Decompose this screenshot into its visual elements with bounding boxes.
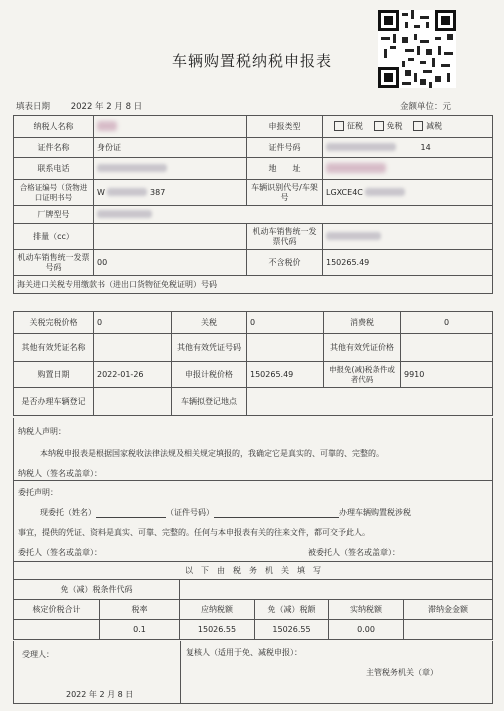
value-paid: 0.00 <box>329 620 404 640</box>
reviewer-label: 复核人（适用于免、减税申报）： <box>186 648 302 657</box>
excl-tax-label: 不含税价 <box>247 250 323 276</box>
receiver-label: 受理人： <box>22 650 54 659</box>
fill-date: 2022 年 2 月 8 日 <box>70 102 143 112</box>
purchase-date-label: 购置日期 <box>14 362 94 388</box>
cert-no-label: 证件号码 <box>247 138 323 158</box>
statement-label: 纳税人声明： <box>18 427 66 436</box>
fill-date-row <box>16 100 142 112</box>
exempt-condition-label: 免（减）税条件代码 <box>14 580 180 600</box>
header-exempt: 免（减）税额 <box>255 600 329 620</box>
other-cert-price-label: 其他有效凭证价格 <box>324 334 401 362</box>
unit-label: 金额单位：元 <box>400 102 452 112</box>
consumption-value: 0 <box>401 312 493 334</box>
cert-name-label: 证件名称 <box>14 138 94 158</box>
reg-place-label: 车辆拟登记地点 <box>172 388 247 416</box>
tax-authority-table <box>13 561 493 640</box>
model-value <box>94 206 493 224</box>
invoice-no-value: 00 <box>94 250 247 276</box>
exempt-code-label: 申报免(减)税条件或者代码 <box>324 362 401 388</box>
tax-option: 征税 <box>347 121 363 131</box>
signoff-date: 2022 年 2 月 8 日 <box>66 690 134 699</box>
header-paid: 实纳税额 <box>329 600 404 620</box>
tariff-label: 关税 <box>172 312 247 334</box>
statement-text: 本纳税申报表是根据国家税收法律法规及相关规定填报的，我确定它是真实的、可靠的、完整的。 <box>40 449 384 458</box>
reduce-option: 减税 <box>426 121 443 131</box>
tax-checkbox[interactable] <box>334 121 344 131</box>
value-late-fee <box>404 620 493 640</box>
header-total: 核定价税合计 <box>14 600 100 620</box>
other-cert-price-value <box>401 334 493 362</box>
main-info-table <box>13 115 493 294</box>
vin-label: 车辆识别代号/车架号 <box>247 180 323 206</box>
other-cert-name-label: 其他有效凭证名称 <box>14 334 94 362</box>
purchase-date-value: 2022-01-26 <box>94 362 172 388</box>
reg-place-value <box>247 388 493 416</box>
consumption-label: 消费税 <box>324 312 401 334</box>
value-total <box>14 620 100 640</box>
header-payable: 应纳税额 <box>180 600 255 620</box>
other-cert-name-value <box>94 334 172 362</box>
cert-name-value: 身份证 <box>94 138 247 158</box>
phone-label: 联系电话 <box>14 158 94 180</box>
exempt-code-value: 9910 <box>401 362 493 388</box>
qualified-no-label: 合格证编号（货物进口证明书号 <box>14 180 94 206</box>
model-label: 厂牌型号 <box>14 206 94 224</box>
entrust-declaration <box>13 481 493 562</box>
taxpayer-declaration <box>13 418 493 481</box>
customs-table <box>13 311 493 416</box>
other-cert-no-value <box>247 334 324 362</box>
form-title: 车辆购置税纳税申报表 <box>171 52 332 70</box>
value-exempt: 15026.55 <box>255 620 329 640</box>
handle-reg-value <box>94 388 172 416</box>
displacement-label: 排量（cc） <box>14 224 94 250</box>
entrust-label: 委托声明： <box>18 488 58 497</box>
tax-price-label: 申报计税价格 <box>172 362 247 388</box>
invoice-code-label: 机动车销售统一发票代码 <box>247 224 323 250</box>
authority-label: 主管税务机关（章） <box>366 668 438 677</box>
exempt-checkbox[interactable] <box>374 121 384 131</box>
customs-header: 海关进口关税专用缴款书（进出口货物征免税证明）号码 <box>14 276 493 294</box>
qr-code <box>378 10 456 88</box>
agent-sign-label: 被委托人（签名或盖章）： <box>308 548 400 557</box>
customs-value-label: 关税完税价格 <box>14 312 94 334</box>
invoice-no-label: 机动车销售统一发票号码 <box>14 250 94 276</box>
other-cert-no-label: 其他有效凭证号码 <box>172 334 247 362</box>
entrust-text: 事宜，提供的凭证、资料是真实、可靠、完整的。任何与本申报表有关的往来文件，都可交予此人。 <box>18 528 370 537</box>
qualified-no-value: W 387 <box>94 180 247 206</box>
value-payable: 15026.55 <box>180 620 255 640</box>
declare-type-options <box>323 116 493 138</box>
exempt-condition-value <box>180 580 493 600</box>
vin-value: LGXCE4C <box>323 180 493 206</box>
phone-value <box>94 158 247 180</box>
tax-authority-header: 以 下 由 税 务 机 关 填 写 <box>14 562 493 580</box>
invoice-code-value <box>323 224 493 250</box>
address-value <box>323 158 493 180</box>
header-late-fee: 滞纳金金额 <box>404 600 493 620</box>
taxpayer-name-label: 纳税人名称 <box>14 116 94 138</box>
fill-date-label: 填表日期 <box>16 102 51 112</box>
handle-reg-label: 是否办理车辆登记 <box>14 388 94 416</box>
client-sign-label: 委托人（签名或盖章）： <box>18 548 102 557</box>
signoff-block <box>13 641 493 704</box>
cert-no-value: 14 <box>323 138 493 158</box>
customs-value: 0 <box>94 312 172 334</box>
reduce-checkbox[interactable] <box>413 121 423 131</box>
tariff-value: 0 <box>247 312 324 334</box>
value-rate: 0.1 <box>100 620 180 640</box>
tax-price-value: 150265.49 <box>247 362 324 388</box>
address-label: 地 址 <box>247 158 323 180</box>
taxpayer-sign-label: 纳税人（签名或盖章）： <box>18 469 102 478</box>
header-rate: 税率 <box>100 600 180 620</box>
taxpayer-name-value <box>94 116 247 138</box>
excl-tax-value: 150265.49 <box>323 250 493 276</box>
entrust-line: 现委托（姓名） （证件号码） 办理车辆购置税涉税 <box>40 508 411 517</box>
declare-type-label: 申报类型 <box>247 116 323 138</box>
exempt-option: 免税 <box>386 121 403 131</box>
displacement-value <box>94 224 247 250</box>
